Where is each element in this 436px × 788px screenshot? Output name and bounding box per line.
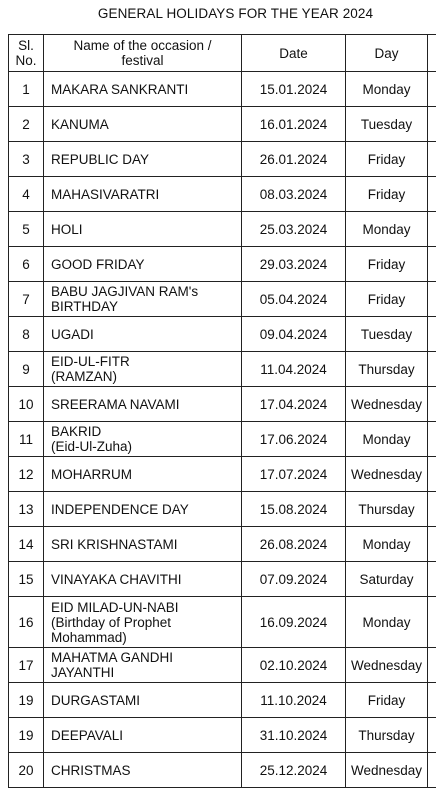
table-row <box>9 753 436 788</box>
extra-cell <box>428 317 436 352</box>
holiday-day: Monday <box>346 72 428 107</box>
occasion-name: SRI KRISHNASTAMI <box>44 527 242 562</box>
header-occasion: Name of the occasion / festival <box>44 35 242 72</box>
occasion-name: REPUBLIC DAY <box>44 142 242 177</box>
table-row <box>9 247 436 282</box>
extra-cell <box>428 107 436 142</box>
occasion-name: DURGASTAMI <box>44 683 242 718</box>
row-number: 20 <box>9 753 44 788</box>
table-row <box>9 492 436 527</box>
occasion-name: CHRISTMAS <box>44 753 242 788</box>
table-row <box>9 527 436 562</box>
extra-cell <box>428 282 436 317</box>
header-sl-no: Sl. No. <box>9 35 44 72</box>
holiday-day: Thursday <box>346 492 428 527</box>
row-number: 8 <box>9 317 44 352</box>
holiday-day: Wednesday <box>346 457 428 492</box>
holiday-date: 31.10.2024 <box>242 718 346 753</box>
extra-cell <box>428 597 436 648</box>
holiday-day: Friday <box>346 142 428 177</box>
extra-cell <box>428 527 436 562</box>
holiday-date: 11.10.2024 <box>242 683 346 718</box>
extra-cell <box>428 212 436 247</box>
occasion-name: MAHASIVARATRI <box>44 177 242 212</box>
holiday-date: 25.12.2024 <box>242 753 346 788</box>
header-extra <box>428 35 436 72</box>
header-row <box>9 35 436 72</box>
table-row <box>9 457 436 492</box>
row-number: 2 <box>9 107 44 142</box>
extra-cell <box>428 683 436 718</box>
holiday-day: Monday <box>346 212 428 247</box>
table-row <box>9 718 436 753</box>
occasion-name: UGADI <box>44 317 242 352</box>
extra-cell <box>428 422 436 457</box>
extra-cell <box>428 457 436 492</box>
table-row <box>9 562 436 597</box>
row-number: 14 <box>9 527 44 562</box>
extra-cell <box>428 718 436 753</box>
table-row <box>9 352 436 387</box>
occasion-name: MOHARRUM <box>44 457 242 492</box>
holiday-date: 15.08.2024 <box>242 492 346 527</box>
holiday-day: Wednesday <box>346 387 428 422</box>
table-row <box>9 142 436 177</box>
extra-cell <box>428 352 436 387</box>
row-number: 10 <box>9 387 44 422</box>
occasion-name: GOOD FRIDAY <box>44 247 242 282</box>
holiday-date: 25.03.2024 <box>242 212 346 247</box>
extra-cell <box>428 72 436 107</box>
row-number: 1 <box>9 72 44 107</box>
page-title: GENERAL HOLIDAYS FOR THE YEAR 2024 <box>0 6 436 21</box>
table-body <box>9 72 436 788</box>
row-number: 13 <box>9 492 44 527</box>
extra-cell <box>428 562 436 597</box>
row-number: 7 <box>9 282 44 317</box>
table-row <box>9 597 436 648</box>
table-row <box>9 648 436 683</box>
holiday-table <box>8 34 436 788</box>
holiday-date: 29.03.2024 <box>242 247 346 282</box>
holiday-date: 16.09.2024 <box>242 597 346 648</box>
holiday-date: 26.01.2024 <box>242 142 346 177</box>
holiday-day: Saturday <box>346 562 428 597</box>
holiday-date: 16.01.2024 <box>242 107 346 142</box>
occasion-name: EID-UL-FITR (RAMZAN) <box>44 352 242 387</box>
row-number: 17 <box>9 648 44 683</box>
holiday-date: 08.03.2024 <box>242 177 346 212</box>
row-number: 4 <box>9 177 44 212</box>
holiday-day: Friday <box>346 177 428 212</box>
holiday-date: 17.04.2024 <box>242 387 346 422</box>
row-number: 9 <box>9 352 44 387</box>
occasion-name: DEEPAVALI <box>44 718 242 753</box>
holiday-date: 26.08.2024 <box>242 527 346 562</box>
row-number: 12 <box>9 457 44 492</box>
extra-cell <box>428 648 436 683</box>
holiday-day: Thursday <box>346 352 428 387</box>
occasion-name: MAKARA SANKRANTI <box>44 72 242 107</box>
row-number: 16 <box>9 597 44 648</box>
row-number: 6 <box>9 247 44 282</box>
occasion-name: SREERAMA NAVAMI <box>44 387 242 422</box>
table-row <box>9 72 436 107</box>
holiday-date: 17.06.2024 <box>242 422 346 457</box>
occasion-name: VINAYAKA CHAVITHI <box>44 562 242 597</box>
table-row <box>9 387 436 422</box>
holiday-date: 09.04.2024 <box>242 317 346 352</box>
row-number: 3 <box>9 142 44 177</box>
holiday-day: Tuesday <box>346 317 428 352</box>
row-number: 5 <box>9 212 44 247</box>
occasion-name: BAKRID (Eid-Ul-Zuha) <box>44 422 242 457</box>
table-row <box>9 282 436 317</box>
table-row <box>9 317 436 352</box>
extra-cell <box>428 247 436 282</box>
extra-cell <box>428 492 436 527</box>
holiday-date: 02.10.2024 <box>242 648 346 683</box>
holiday-day: Tuesday <box>346 107 428 142</box>
holiday-date: 05.04.2024 <box>242 282 346 317</box>
extra-cell <box>428 177 436 212</box>
table-row <box>9 107 436 142</box>
row-number: 19 <box>9 683 44 718</box>
holiday-day: Thursday <box>346 718 428 753</box>
header-day: Day <box>346 35 428 72</box>
holiday-day: Wednesday <box>346 648 428 683</box>
row-number: 19 <box>9 718 44 753</box>
holiday-date: 07.09.2024 <box>242 562 346 597</box>
table-row <box>9 683 436 718</box>
holiday-date: 15.01.2024 <box>242 72 346 107</box>
extra-cell <box>428 387 436 422</box>
occasion-name: KANUMA <box>44 107 242 142</box>
holiday-date: 17.07.2024 <box>242 457 346 492</box>
holiday-day: Friday <box>346 683 428 718</box>
header-date: Date <box>242 35 346 72</box>
occasion-name: INDEPENDENCE DAY <box>44 492 242 527</box>
extra-cell <box>428 142 436 177</box>
holiday-day: Monday <box>346 527 428 562</box>
table-row <box>9 422 436 457</box>
holiday-day: Monday <box>346 422 428 457</box>
table-row <box>9 177 436 212</box>
occasion-name: HOLI <box>44 212 242 247</box>
table-row <box>9 212 436 247</box>
holiday-day: Friday <box>346 282 428 317</box>
row-number: 11 <box>9 422 44 457</box>
occasion-name: BABU JAGJIVAN RAM's BIRTHDAY <box>44 282 242 317</box>
holiday-day: Monday <box>346 597 428 648</box>
extra-cell <box>428 753 436 788</box>
occasion-name: MAHATMA GANDHI JAYANTHI <box>44 648 242 683</box>
row-number: 15 <box>9 562 44 597</box>
holiday-day: Friday <box>346 247 428 282</box>
holiday-day: Wednesday <box>346 753 428 788</box>
occasion-name: EID MILAD-UN-NABI (Birthday of Prophet Mohammad) <box>44 597 242 648</box>
holiday-date: 11.04.2024 <box>242 352 346 387</box>
